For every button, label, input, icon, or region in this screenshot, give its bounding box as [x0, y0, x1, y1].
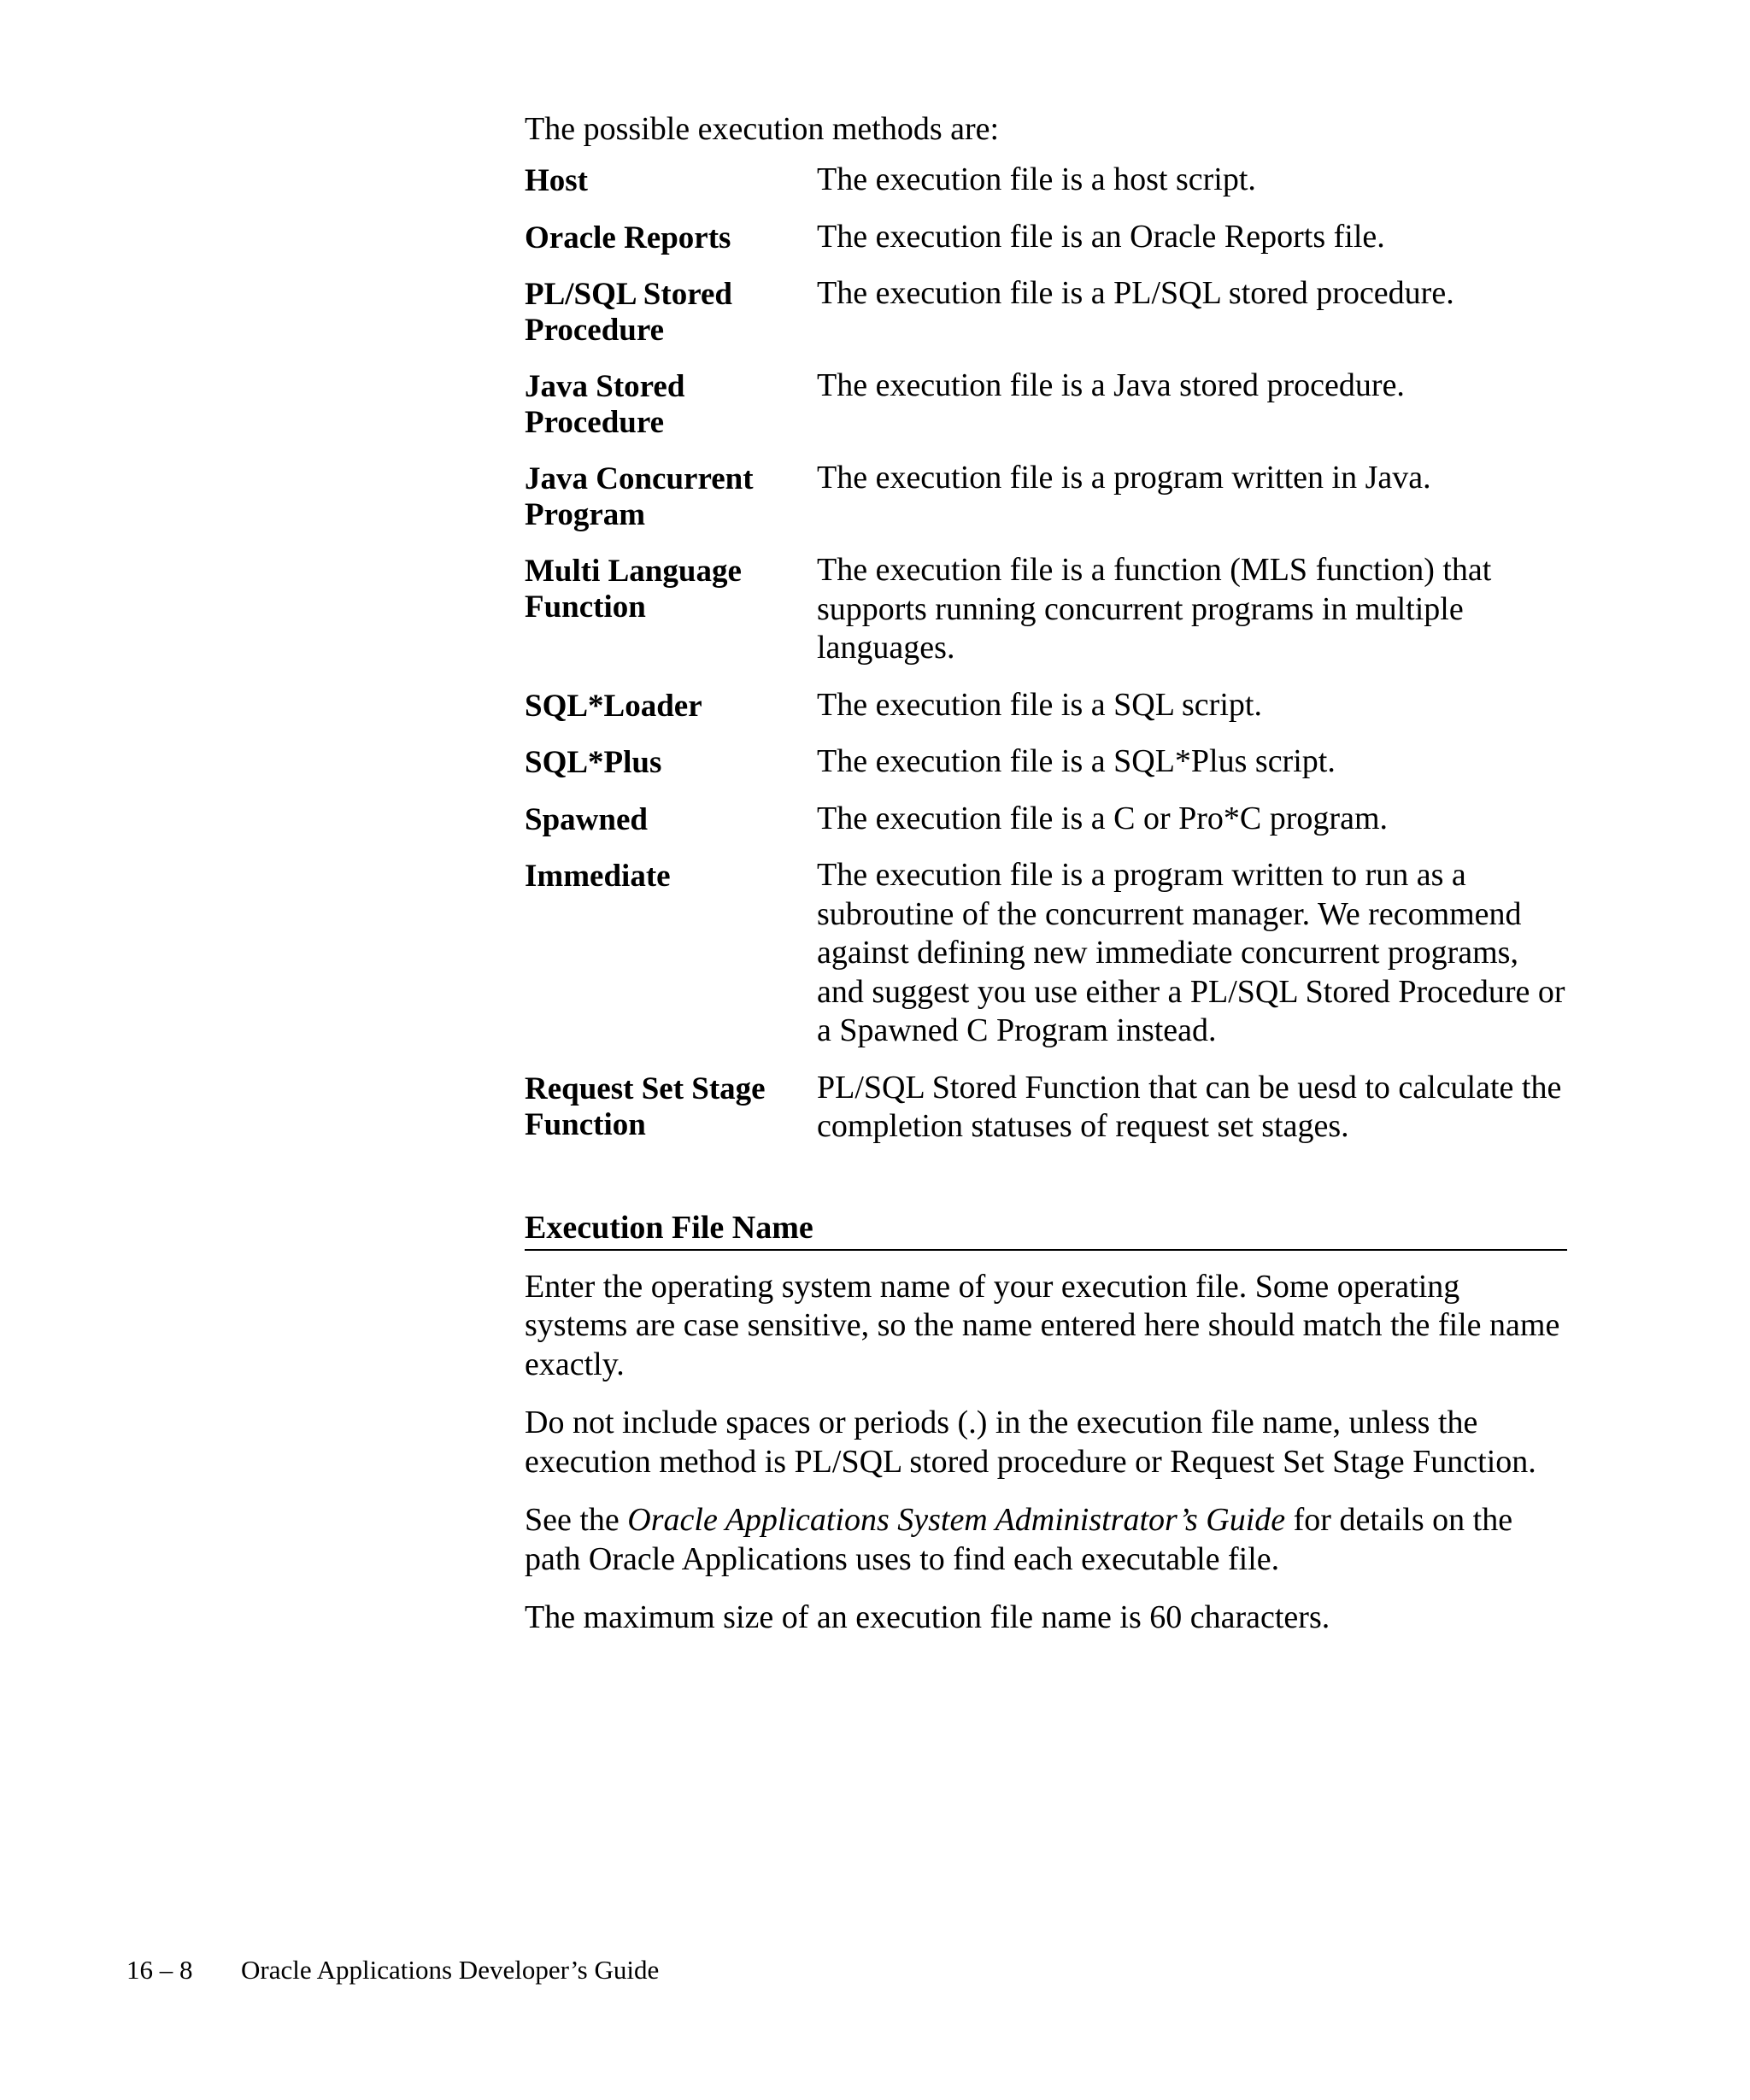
methods-list: [525, 161, 1567, 1147]
method-term: Oracle Reports: [525, 220, 731, 255]
methods-intro: The possible execution methods are:: [525, 111, 1000, 147]
paragraph-text: See the: [525, 1502, 628, 1538]
page-footer: [126, 1955, 659, 1986]
method-term: Java Stored Procedure: [525, 369, 685, 440]
main-content: [525, 109, 1567, 1657]
paragraph: Enter the operating system name of your execution file. Some operating systems are case sensitive, so the name entered here should match the file name exactly.: [525, 1268, 1560, 1382]
method-desc: The execution file is a program written in Java.: [817, 460, 1431, 496]
method-desc: The execution file is a host script.: [817, 161, 1256, 197]
method-row: [525, 856, 1567, 1051]
method-term: Host: [525, 163, 588, 198]
page-number: 16 – 8: [126, 1955, 193, 1985]
method-term: Immediate: [525, 859, 671, 894]
method-term: SQL*Loader: [525, 688, 702, 724]
method-desc: The execution file is a C or Pro*C program.: [817, 800, 1389, 836]
paragraph-text: for details on the path Oracle Applications uses to find each executable file.: [525, 1502, 1513, 1577]
method-desc: The execution file is a program written to run as a subroutine of the concurrent manager. We recommend against defining new immediate concurrent programs, and suggest you use either a PL/SQL Stored Procedure or a Spawned C Program instead.: [817, 857, 1565, 1048]
method-row: [525, 274, 1567, 349]
method-term: Spawned: [525, 801, 648, 837]
method-row: [525, 1069, 1567, 1147]
method-desc: The execution file is a PL/SQL stored procedure.: [817, 275, 1454, 311]
method-desc: The execution file is a function (MLS function) that supports running concurrent programs in multiple languages.: [817, 552, 1492, 666]
method-row: [525, 551, 1567, 668]
method-desc: The execution file is an Oracle Reports file.: [817, 218, 1385, 255]
method-row: [525, 459, 1567, 533]
method-row: [525, 161, 1567, 200]
method-term: Multi Language Function: [525, 554, 742, 625]
method-row: [525, 686, 1567, 725]
method-term: Java Concurrent Program: [525, 461, 754, 532]
method-desc: The execution file is a SQL script.: [817, 686, 1262, 723]
section-heading: Execution File Name: [525, 1208, 1567, 1251]
method-term: SQL*Plus: [525, 745, 662, 780]
paragraph: Do not include spaces or periods (.) in the execution file name, unless the execution method is PL/SQL stored procedure or Request Set Stage Function.: [525, 1405, 1536, 1480]
book-title-reference: Oracle Applications System Administrator’s Guide: [627, 1502, 1286, 1538]
method-row: [525, 218, 1567, 257]
method-term: Request Set Stage Function: [525, 1071, 766, 1142]
method-desc: The execution file is a Java stored procedure.: [817, 367, 1405, 403]
method-row: [525, 367, 1567, 441]
footer-book-title: Oracle Applications Developer’s Guide: [241, 1955, 660, 1985]
method-desc: The execution file is a SQL*Plus script.: [817, 743, 1336, 779]
paragraph: The maximum size of an execution file name is 60 characters.: [525, 1599, 1330, 1635]
method-term: PL/SQL Stored Procedure: [525, 277, 732, 348]
paragraph: [525, 1501, 1567, 1579]
method-desc: PL/SQL Stored Function that can be uesd to calculate the completion statuses of request set stages.: [817, 1069, 1562, 1144]
method-row: [525, 742, 1567, 782]
method-row: [525, 800, 1567, 839]
